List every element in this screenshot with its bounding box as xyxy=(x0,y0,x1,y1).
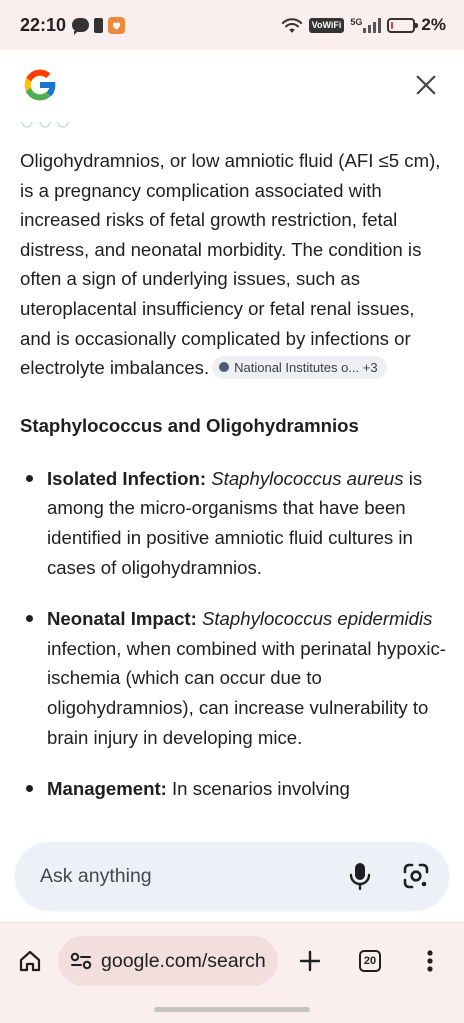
bullet-text: is among the micro-organisms that have been identified in positive amniotic fluid cultures in cases of oligohydramnios. xyxy=(47,467,423,578)
source-favicon-icon xyxy=(219,362,229,372)
notification-icons xyxy=(72,17,125,34)
home-button[interactable] xyxy=(12,943,48,979)
bullet-list xyxy=(20,464,448,804)
network-type: 5G xyxy=(350,17,363,27)
browser-toolbar xyxy=(0,923,464,1023)
site-settings-icon[interactable] xyxy=(70,952,92,970)
bullet-text: infection, when combined with perinatal hypoxic-ischemia (which can occur due to oligohydramnios), can increase vulnerability to brain injury in developing mice. xyxy=(47,637,446,748)
answer-paragraph-text: Oligohydramnios, or low amniotic fluid (AFI ≤5 cm), is a pregnancy complication associated with increased risks of fetal growth restriction, fetal distress, and neonatal morbidity. The condition is often a sign of underlying issues, such as uteroplacental insufficiency or fetal renal issues, and is occasionally complicated by infections or electrolyte imbalances. xyxy=(20,150,441,379)
gesture-home-indicator[interactable] xyxy=(154,1007,310,1012)
close-button[interactable] xyxy=(408,67,444,103)
bullet-italic: Staphylococcus epidermidis xyxy=(201,608,433,630)
more-vert-icon xyxy=(426,949,434,973)
home-icon xyxy=(18,949,42,973)
url-text[interactable]: google.com/search xyxy=(101,949,266,972)
battery-icon xyxy=(387,18,415,33)
new-tab-button[interactable] xyxy=(292,943,328,979)
ask-input-bar[interactable] xyxy=(15,842,449,910)
source-chip-label: National Institutes o... +3 xyxy=(234,359,378,375)
status-bar xyxy=(0,0,464,50)
browser-nav-row xyxy=(0,936,464,986)
chat-icon xyxy=(72,18,89,32)
bullet-title: Management: xyxy=(47,778,167,800)
tab-switcher-button[interactable] xyxy=(352,943,388,979)
list-item xyxy=(20,774,448,804)
more-menu-button[interactable] xyxy=(412,943,448,979)
app-header xyxy=(0,50,464,120)
google-g-logo xyxy=(20,65,60,105)
battery-saver-icon xyxy=(94,18,103,33)
lens-search-button[interactable] xyxy=(401,861,431,891)
signal-icon xyxy=(350,17,381,33)
address-bar[interactable] xyxy=(58,936,278,986)
bullet-title: Isolated Infection: xyxy=(47,467,207,489)
app-notification-icon xyxy=(108,17,125,34)
battery-percent: 2% xyxy=(421,15,446,34)
battery-level xyxy=(391,22,393,29)
ask-input-placeholder[interactable]: Ask anything xyxy=(40,864,152,887)
bullet-text: In scenarios involving xyxy=(172,778,350,800)
system-icons xyxy=(281,15,446,35)
close-icon xyxy=(415,74,437,96)
tabs-icon: 20 xyxy=(359,950,381,972)
voice-search-button[interactable] xyxy=(345,861,375,891)
bullet-title: Neonatal Impact: xyxy=(47,608,197,630)
list-item xyxy=(20,464,448,582)
bullet-italic: Staphylococcus aureus xyxy=(211,467,404,489)
source-chip[interactable] xyxy=(212,356,386,379)
microphone-icon xyxy=(349,862,371,890)
answer-paragraph xyxy=(20,146,448,383)
vowifi-badge: VoWiFi xyxy=(309,18,345,33)
lens-camera-icon xyxy=(403,863,429,889)
section-heading: Staphylococcus and Oligohydramnios xyxy=(20,414,359,436)
status-time: 22:10 xyxy=(20,14,67,35)
ai-answer-content xyxy=(20,146,448,830)
ask-actions xyxy=(345,861,431,891)
faded-scroll-indicator-icon xyxy=(20,116,80,128)
wifi-icon xyxy=(281,17,303,34)
plus-icon xyxy=(299,950,321,972)
list-item xyxy=(20,604,448,752)
